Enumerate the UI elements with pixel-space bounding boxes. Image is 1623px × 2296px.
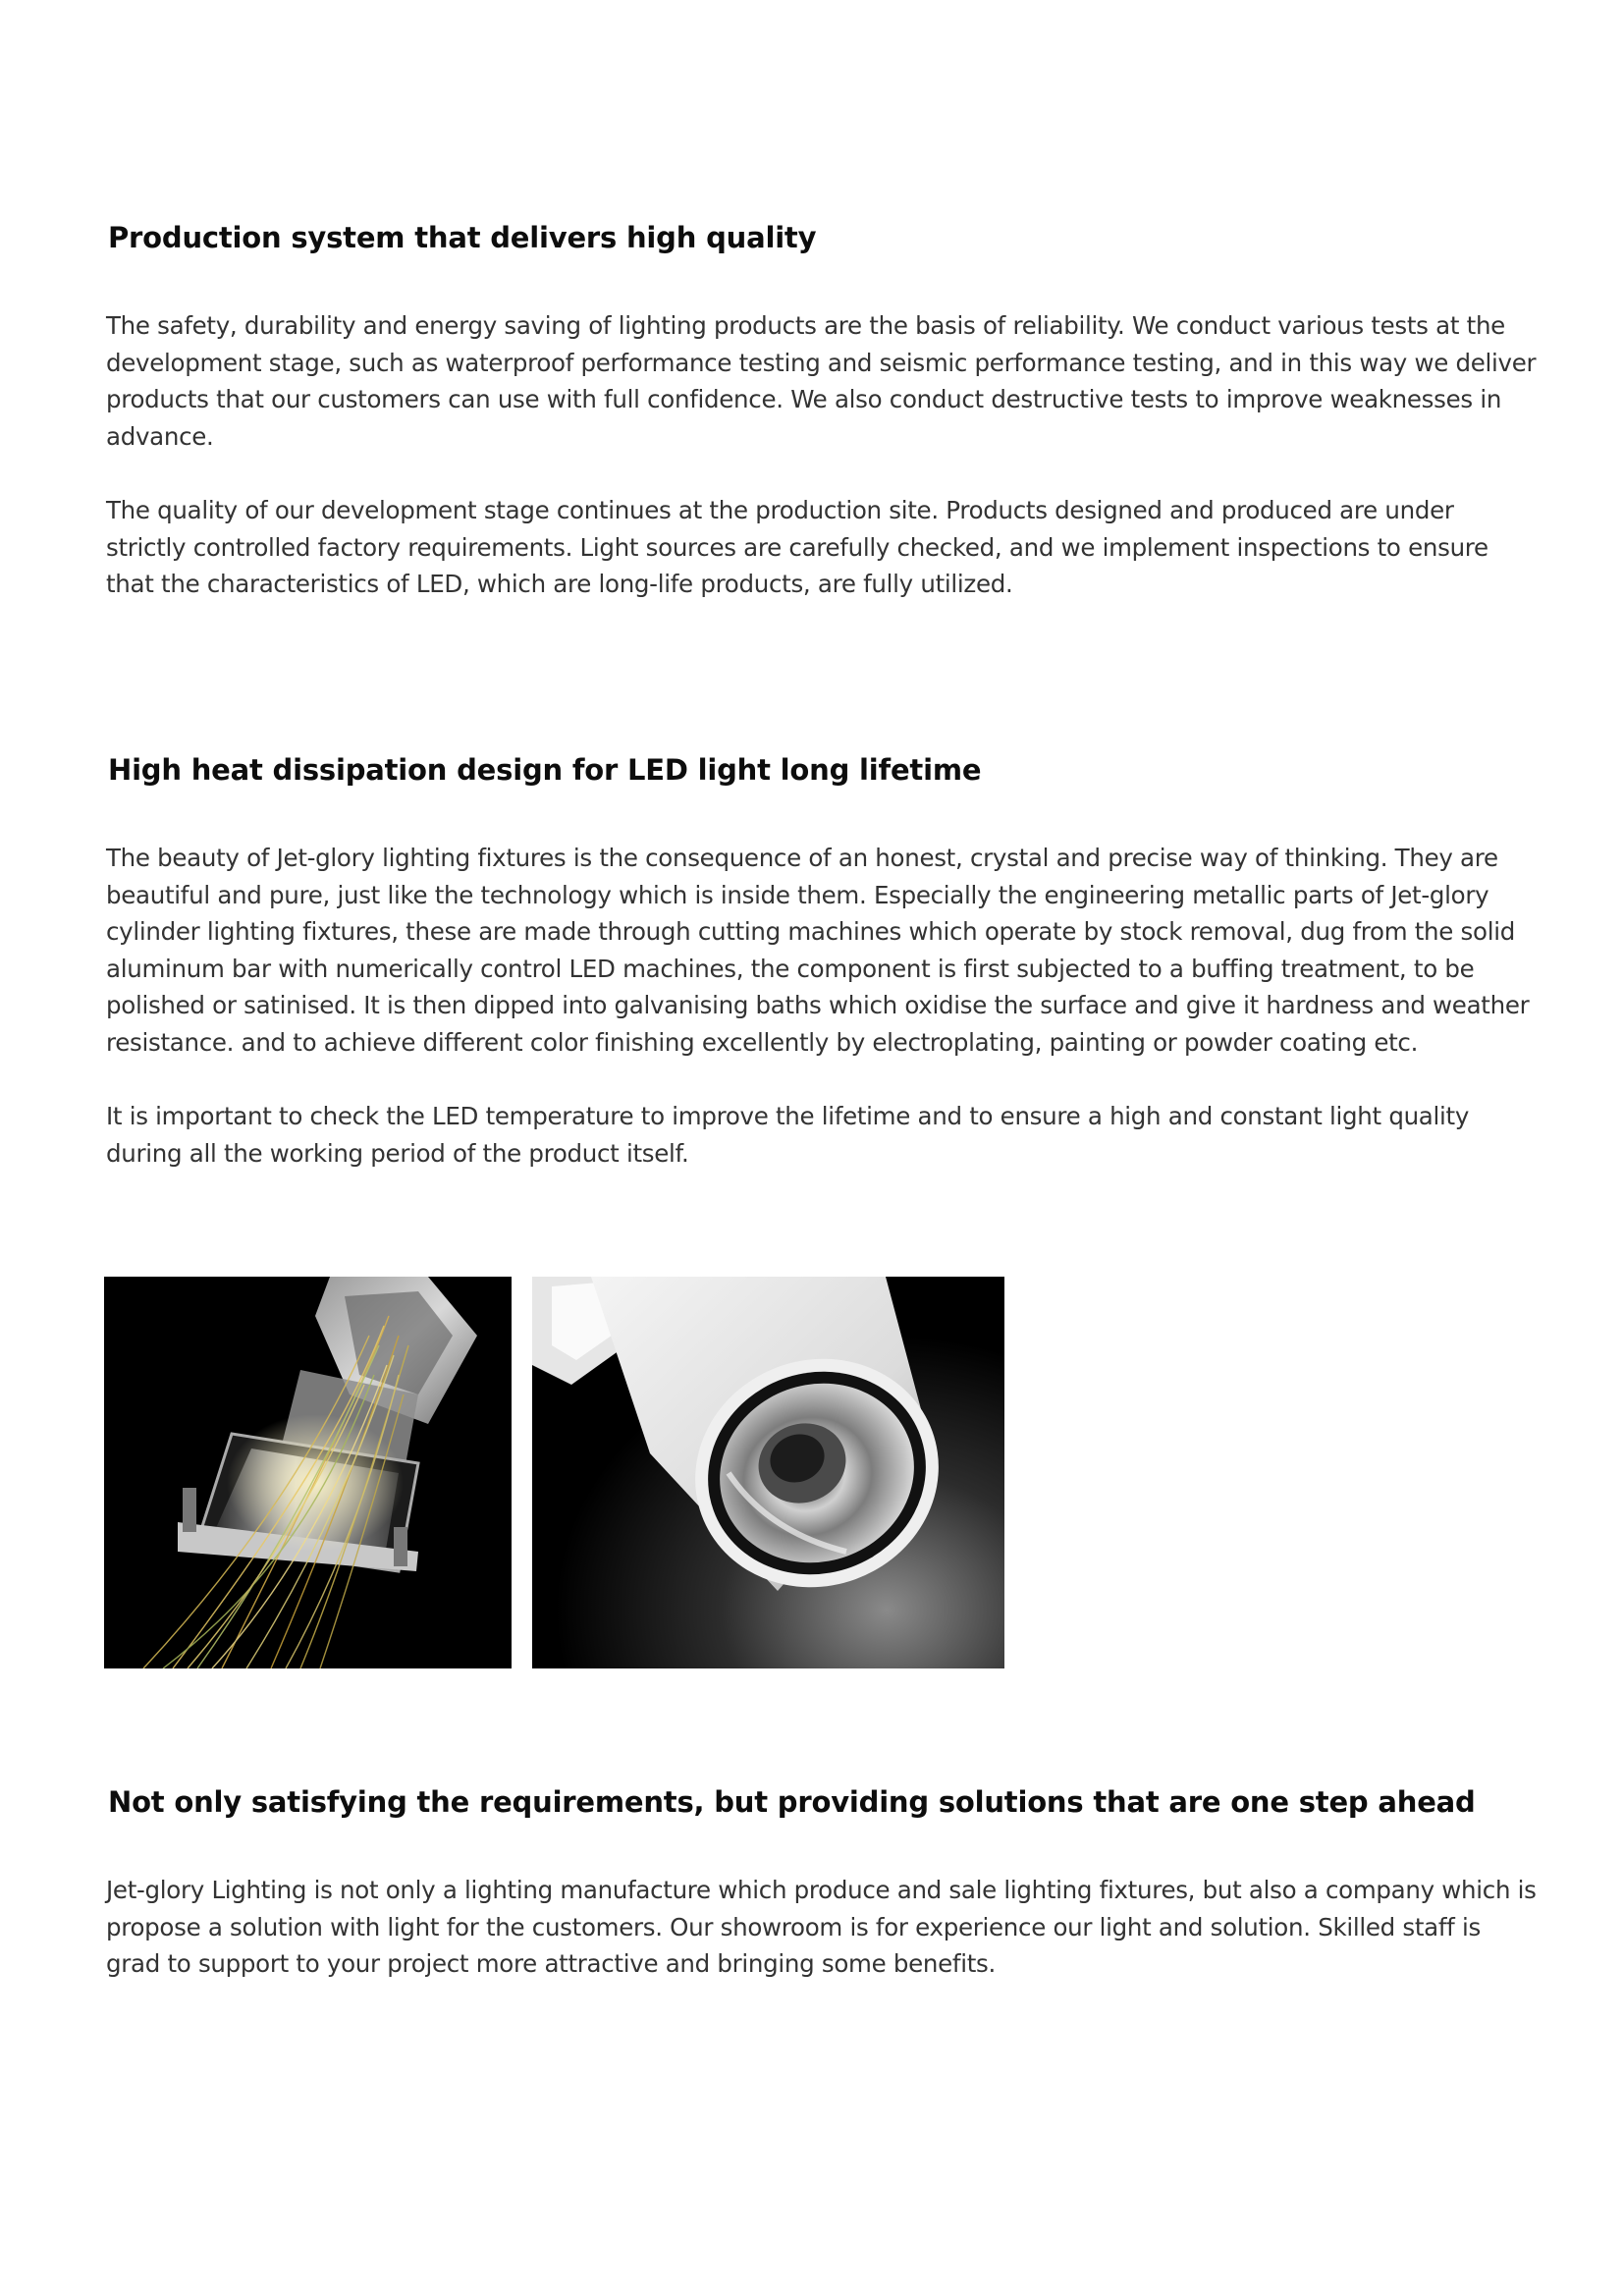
track-spotlight-photo (532, 1277, 1004, 1668)
paragraph-beauty-of-fixtures: The beauty of Jet-glory lighting fixtures is the consequence of an honest, crystal and precise way of thinking. They are beautiful and pure, just like the technology which is inside them. Especially the engineering metallic parts of Jet-glory cylinder lighting fixtures, these are made through cutting machines which operate by stock removal, dug from the solid aluminum bar with numerically control LED machines, the component is first subjected to a buffing treatment, to be polished or satinised. It is then dipped into galvanising baths which oxidise the surface and give it hardness and weather resistance. and to achieve different color finishing excellently by electroplating, painting or powder coating etc. (106, 844, 1530, 1057)
section-heading-solutions: Not only satisfying the requirements, but providing solutions that are one step ahead (108, 1785, 1476, 1819)
paragraph-development-quality: The quality of our development stage continues at the production site. Products designed and produced are under strictly controlled factory requirements. Light sources are carefully checked, and we implement inspections to ensure that the characteristics of LED, which are long-life products, are fully utilized. (106, 496, 1488, 598)
section-heading-production-system: Production system that delivers high quality (108, 221, 817, 254)
section-heading-heat-dissipation: High heat dissipation design for LED light long lifetime (108, 753, 982, 787)
paragraph-led-temperature: It is important to check the LED temperature to improve the lifetime and to ensure a high and constant light quality during all the working period of the product itself. (106, 1102, 1470, 1168)
paragraph-company-solutions: Jet-glory Lighting is not only a lighting manufacture which produce and sale lighting fixtures, but also a company which is propose a solution with light for the customers. Our showroom is for experience our light and solution. Skilled staff is grad to support to your project more attractive and bringing some benefits. (106, 1876, 1537, 1978)
recessed-downlight-photo (104, 1277, 512, 1668)
paragraph-safety-durability: The safety, durability and energy saving of lighting products are the basis of reliability. We conduct various tests at the development stage, such as waterproof performance testing and seismic performance testing, and in this way we deliver products that our customers can use with full confidence. We also conduct destructive tests to improve weaknesses in advance. (106, 311, 1537, 451)
